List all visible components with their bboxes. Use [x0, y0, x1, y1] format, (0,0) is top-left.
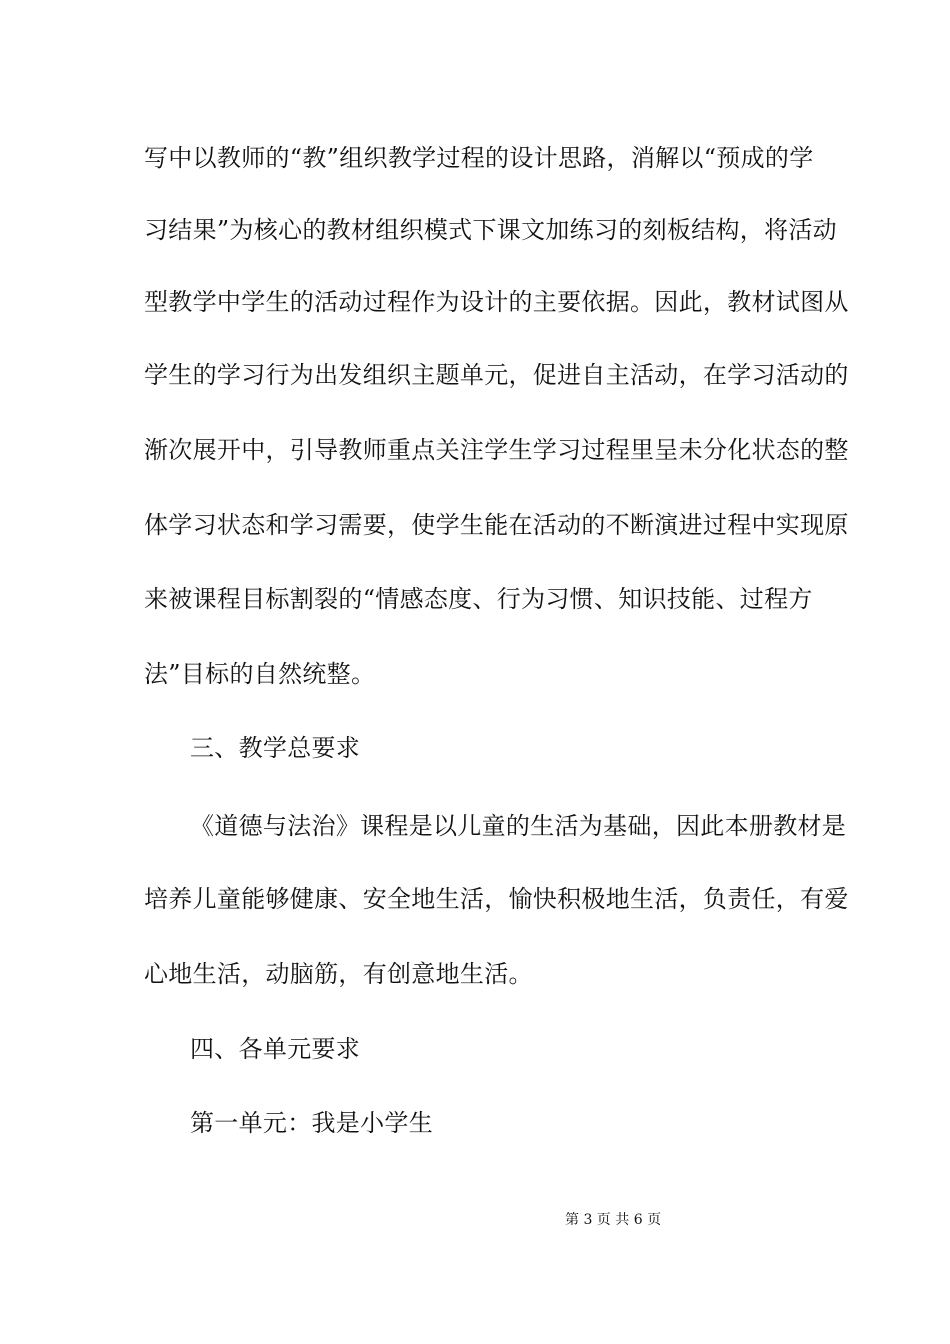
body-text-line: 型教学中学生的活动过程作为设计的主要依据。因此，教材试图从 [144, 288, 849, 316]
subsection-heading: 第一单元：我是小学生 [190, 1109, 433, 1137]
section-heading: 三、教学总要求 [190, 734, 361, 762]
body-text-line: 培养儿童能够健康、安全地生活，愉快积极地生活，负责任，有爱 [144, 885, 849, 913]
body-text-line: 法”目标的自然统整。 [144, 660, 376, 688]
body-text-line: 体学习状态和学习需要，使学生能在活动的不断演进过程中实现原 [144, 511, 849, 539]
body-text-line: 写中以教师的“教”组织教学过程的设计思路，消解以“预成的学 [144, 144, 814, 172]
body-text-line: 学生的学习行为出发组织主题单元，促进自主活动，在学习活动的 [144, 361, 849, 389]
section-heading: 四、各单元要求 [190, 1035, 361, 1063]
body-text-line: 《道德与法治》课程是以儿童的生活为基础，因此本册教材是 [190, 812, 847, 840]
body-text-line: 渐次展开中，引导教师重点关注学生学习过程里呈未分化状态的整 [144, 436, 849, 464]
body-text-line: 习结果”为核心的教材组织模式下课文加练习的刻板结构，将活动 [144, 216, 837, 244]
body-text-line: 心地生活，动脑筋，有创意地生活。 [144, 960, 533, 988]
page-number: 第 3 页 共 6 页 [565, 1212, 662, 1228]
body-text-line: 来被课程目标割裂的“情感态度、行为习惯、知识技能、过程方 [144, 585, 813, 613]
